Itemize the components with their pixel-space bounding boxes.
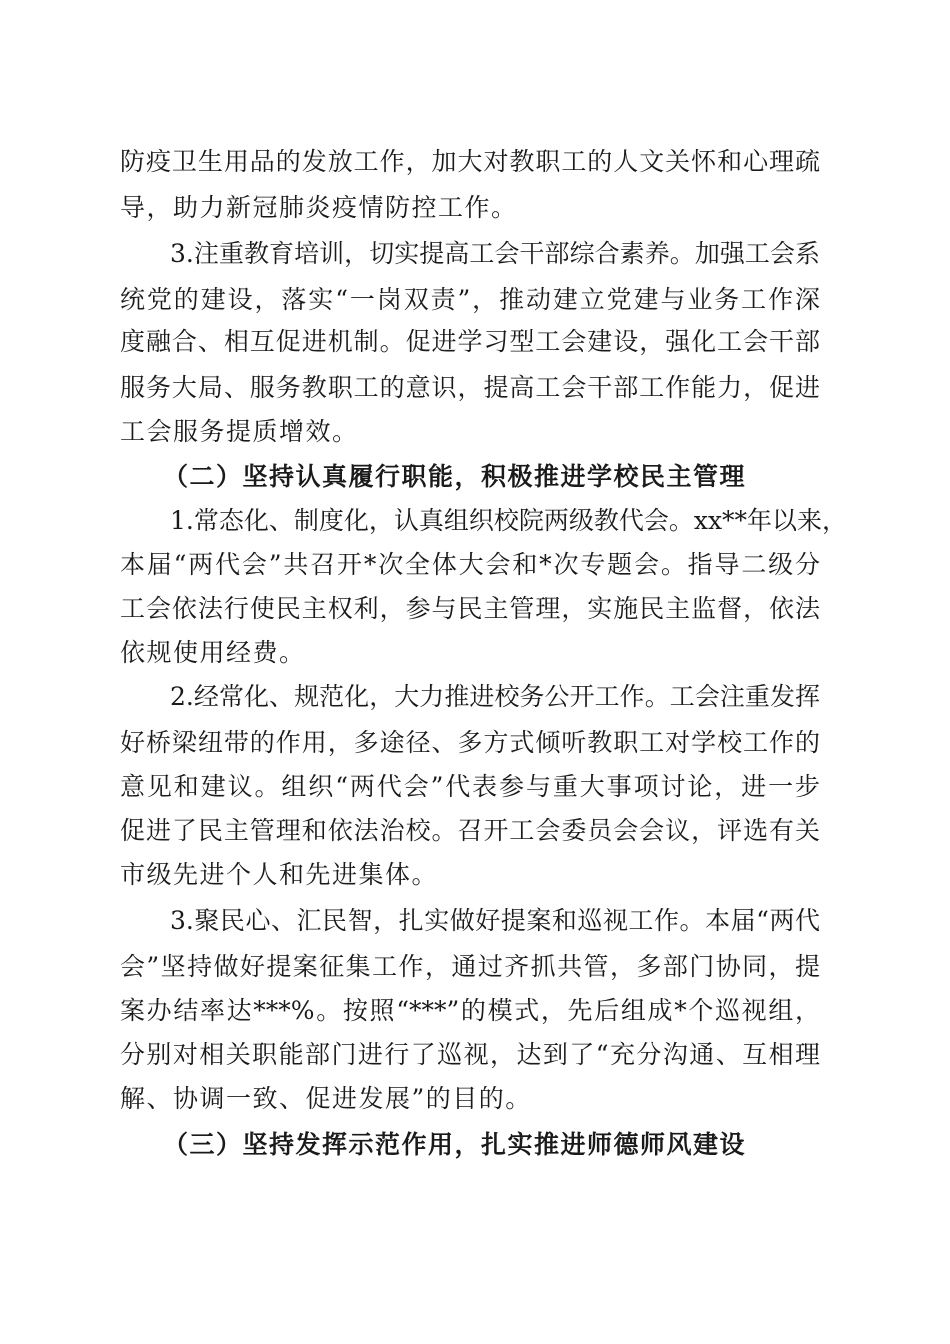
paragraph-line: 1.常态化、制度化，认真组织校院两级教代会。xx**年以来， [170, 506, 848, 535]
paragraph-line: 服务大局、服务教职工的意识，提高工会干部工作能力，促进 [120, 373, 820, 402]
section-heading: （三）坚持发挥示范作用，扎实推进师德师风建设 [163, 1130, 747, 1159]
paragraph-line: 2.经常化、规范化，大力推进校务公开工作。工会注重发挥 [170, 682, 820, 711]
paragraph-line: 防疫卫生用品的发放工作，加大对教职工的人文关怀和心理疏 [120, 147, 820, 176]
paragraph-line: 3.注重教育培训，切实提高工会干部综合素养。加强工会系 [170, 239, 820, 268]
paragraph-line: 解、协调一致、促进发展”的目的。 [120, 1084, 532, 1113]
paragraph-line: 市级先进个人和先进集体。 [120, 860, 439, 889]
paragraph-line: 本届“两代会”共召开*次全体大会和*次专题会。指导二级分 [120, 550, 820, 579]
paragraph-line: 促进了民主管理和依法治校。召开工会委员会会议，评选有关 [120, 816, 820, 845]
paragraph-line: 案办结率达***%。按照“***”的模式，先后组成*个巡视组， [120, 996, 820, 1025]
paragraph-line: 依规使用经费。 [120, 638, 306, 667]
paragraph-line: 统党的建设，落实“一岗双责”，推动建立党建与业务工作深 [120, 285, 820, 314]
section-heading: （二）坚持认真履行职能，积极推进学校民主管理 [163, 462, 747, 491]
paragraph-line: 意见和建议。组织“两代会”代表参与重大事项讨论，进一步 [120, 772, 820, 801]
paragraph-line: 导，助力新冠肺炎疫情防控工作。 [120, 193, 518, 222]
paragraph-line: 好桥梁纽带的作用，多途径、多方式倾听教职工对学校工作的 [120, 728, 820, 757]
paragraph-line: 3.聚民心、汇民智，扎实做好提案和巡视工作。本届“两代 [170, 906, 820, 935]
paragraph-line: 度融合、相互促进机制。促进学习型工会建设，强化工会干部 [120, 327, 820, 356]
paragraph-line: 会”坚持做好提案征集工作，通过齐抓共管，多部门协同，提 [120, 952, 820, 981]
paragraph-line: 工会服务提质增效。 [120, 417, 359, 446]
paragraph-line: 分别对相关职能部门进行了巡视，达到了“充分沟通、互相理 [120, 1040, 820, 1069]
paragraph-line: 工会依法行使民主权利，参与民主管理，实施民主监督，依法 [120, 594, 820, 623]
